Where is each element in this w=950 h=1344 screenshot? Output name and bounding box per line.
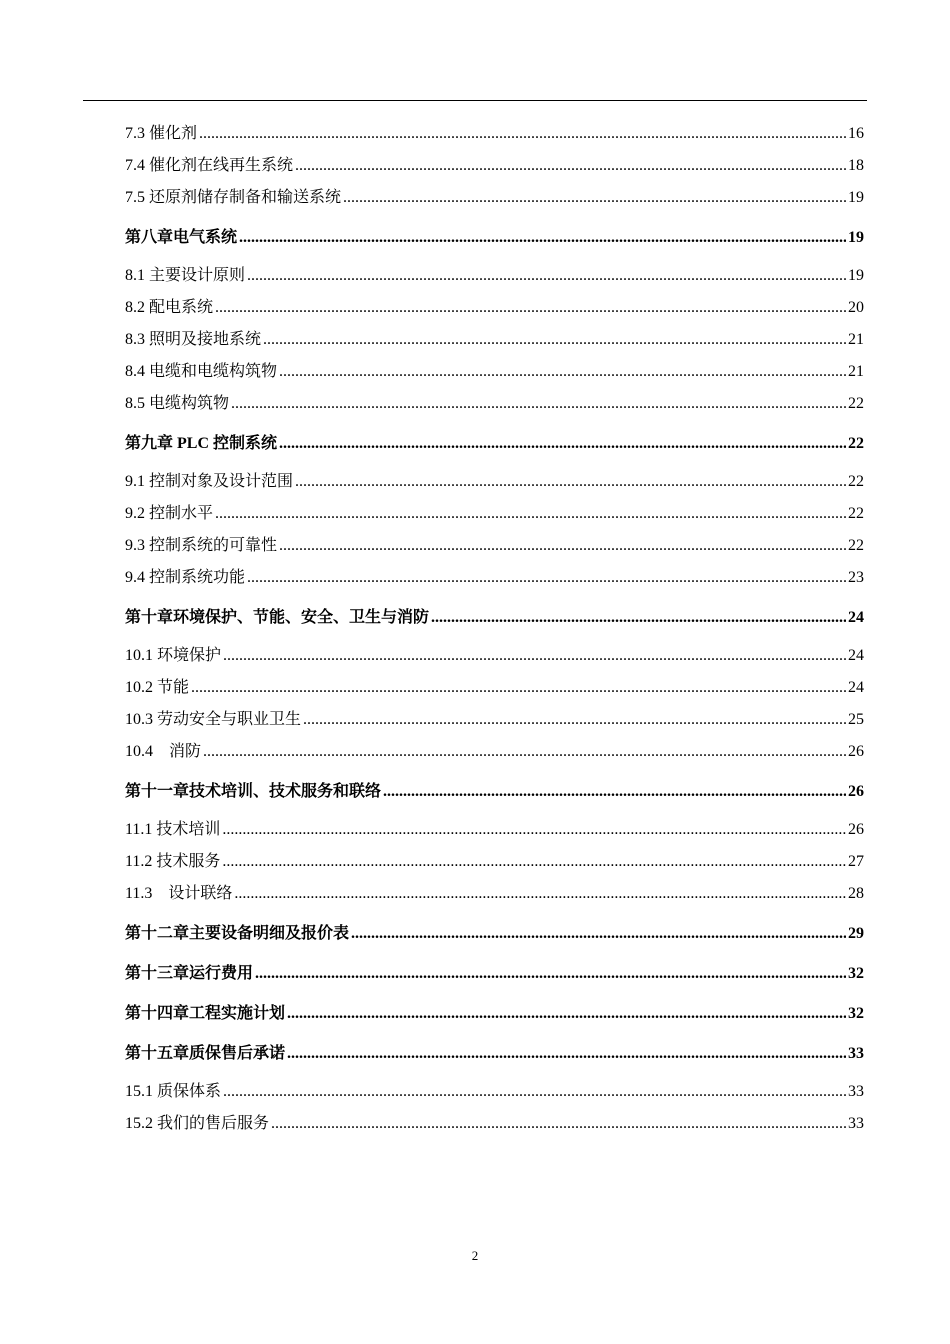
toc-entry-page: 23 xyxy=(848,569,864,586)
toc-entry-page: 22 xyxy=(848,505,864,522)
toc-entry-label: 第十章环境保护、节能、安全、卫生与消防 xyxy=(125,609,430,626)
toc-section-entry[interactable] xyxy=(125,182,864,214)
toc-entry-label: 10.2 节能 xyxy=(125,679,190,696)
toc-entry-label: 10.3 劳动安全与职业卫生 xyxy=(125,711,302,728)
toc-section-entry[interactable] xyxy=(125,118,864,150)
toc-entry-page: 24 xyxy=(848,647,864,664)
toc-section-entry[interactable] xyxy=(125,814,864,846)
toc-dot-leader xyxy=(222,814,846,846)
toc-dot-leader xyxy=(303,704,846,736)
toc-chapter-entry[interactable] xyxy=(125,918,864,950)
toc-chapter-entry[interactable] xyxy=(125,602,864,634)
toc-entry-page: 19 xyxy=(848,189,864,206)
toc-chapter-entry[interactable] xyxy=(125,998,864,1030)
toc-section-entry[interactable] xyxy=(125,530,864,562)
toc-dot-leader xyxy=(215,498,846,530)
toc-entry-label: 第十二章主要设备明细及报价表 xyxy=(125,925,350,942)
toc-entry-label: 8.5 电缆构筑物 xyxy=(125,395,230,412)
toc-chapter-entry[interactable] xyxy=(125,222,864,254)
toc-dot-leader xyxy=(231,388,846,420)
toc-section-entry[interactable] xyxy=(125,324,864,356)
toc-section-entry[interactable] xyxy=(125,1076,864,1108)
toc-section-entry[interactable] xyxy=(125,388,864,420)
toc-dot-leader xyxy=(271,1108,846,1140)
toc-entry-page: 33 xyxy=(848,1045,864,1062)
toc-dot-leader xyxy=(279,530,846,562)
toc-chapter-entry[interactable] xyxy=(125,776,864,808)
toc-entry-page: 19 xyxy=(848,229,864,246)
toc-section-entry[interactable] xyxy=(125,466,864,498)
toc-entry-label: 9.3 控制系统的可靠性 xyxy=(125,537,278,554)
toc-entry-page: 33 xyxy=(848,1115,864,1132)
toc-dot-leader xyxy=(222,846,846,878)
toc-chapter-entry[interactable] xyxy=(125,428,864,460)
toc-entry-label: 10.1 环境保护 xyxy=(125,647,222,664)
toc-dot-leader xyxy=(239,222,846,254)
toc-entry-label: 15.1 质保体系 xyxy=(125,1083,222,1100)
toc-dot-leader xyxy=(203,736,846,768)
toc-section-entry[interactable] xyxy=(125,292,864,324)
table-of-contents xyxy=(125,118,864,1140)
toc-entry-label: 8.4 电缆和电缆构筑物 xyxy=(125,363,278,380)
toc-entry-label: 7.4 催化剂在线再生系统 xyxy=(125,157,294,174)
toc-dot-leader xyxy=(223,640,846,672)
toc-dot-leader xyxy=(215,292,846,324)
toc-entry-label: 11.2 技术服务 xyxy=(125,853,221,870)
toc-dot-leader xyxy=(295,150,846,182)
toc-dot-leader xyxy=(191,672,846,704)
toc-entry-page: 32 xyxy=(848,1005,864,1022)
toc-entry-label: 7.5 还原剂储存制备和输送系统 xyxy=(125,189,342,206)
toc-entry-page: 20 xyxy=(848,299,864,316)
toc-entry-page: 26 xyxy=(848,783,864,800)
toc-entry-page: 22 xyxy=(848,395,864,412)
toc-entry-page: 26 xyxy=(848,743,864,760)
toc-dot-leader xyxy=(247,260,846,292)
toc-entry-page: 16 xyxy=(848,125,864,142)
toc-entry-label: 第十四章工程实施计划 xyxy=(125,1005,286,1022)
toc-dot-leader xyxy=(279,428,846,460)
toc-entry-page: 25 xyxy=(848,711,864,728)
toc-entry-page: 33 xyxy=(848,1083,864,1100)
toc-entry-label: 8.1 主要设计原则 xyxy=(125,267,246,284)
toc-chapter-entry[interactable] xyxy=(125,958,864,990)
toc-chapter-entry[interactable] xyxy=(125,1038,864,1070)
toc-section-entry[interactable] xyxy=(125,1108,864,1140)
toc-entry-label: 第八章电气系统 xyxy=(125,229,238,246)
toc-entry-label: 9.1 控制对象及设计范围 xyxy=(125,473,294,490)
toc-entry-label: 9.4 控制系统功能 xyxy=(125,569,246,586)
toc-entry-page: 24 xyxy=(848,609,864,626)
toc-dot-leader xyxy=(234,878,846,910)
page-number: 2 xyxy=(471,1248,479,1263)
toc-entry-page: 21 xyxy=(848,363,864,380)
toc-entry-page: 26 xyxy=(848,821,864,838)
toc-entry-page: 28 xyxy=(848,885,864,902)
toc-entry-label: 10.4 消防 xyxy=(125,743,202,760)
header-rule xyxy=(83,100,867,101)
toc-section-entry[interactable] xyxy=(125,150,864,182)
toc-section-entry[interactable] xyxy=(125,672,864,704)
toc-entry-label: 9.2 控制水平 xyxy=(125,505,214,522)
toc-entry-page: 22 xyxy=(848,473,864,490)
toc-entry-page: 32 xyxy=(848,965,864,982)
toc-entry-page: 24 xyxy=(848,679,864,696)
toc-entry-label: 15.2 我们的售后服务 xyxy=(125,1115,270,1132)
toc-section-entry[interactable] xyxy=(125,704,864,736)
toc-entry-page: 19 xyxy=(848,267,864,284)
toc-entry-label: 11.1 技术培训 xyxy=(125,821,221,838)
toc-dot-leader xyxy=(223,1076,846,1108)
toc-dot-leader xyxy=(287,998,846,1030)
toc-section-entry[interactable] xyxy=(125,736,864,768)
toc-entry-label: 7.3 催化剂 xyxy=(125,125,198,142)
toc-dot-leader xyxy=(383,776,846,808)
toc-entry-label: 11.3 设计联络 xyxy=(125,885,233,902)
toc-entry-page: 21 xyxy=(848,331,864,348)
toc-dot-leader xyxy=(199,118,846,150)
toc-entry-page: 22 xyxy=(848,435,864,452)
toc-dot-leader xyxy=(351,918,846,950)
toc-section-entry[interactable] xyxy=(125,356,864,388)
toc-dot-leader xyxy=(279,356,846,388)
toc-entry-label: 第十三章运行费用 xyxy=(125,965,254,982)
toc-entry-page: 27 xyxy=(848,853,864,870)
toc-entry-label: 8.3 照明及接地系统 xyxy=(125,331,262,348)
toc-entry-label: 第十五章质保售后承诺 xyxy=(125,1045,286,1062)
toc-dot-leader xyxy=(295,466,846,498)
toc-section-entry[interactable] xyxy=(125,878,864,910)
toc-section-entry[interactable] xyxy=(125,498,864,530)
toc-dot-leader xyxy=(287,1038,846,1070)
toc-section-entry[interactable] xyxy=(125,640,864,672)
toc-entry-label: 第九章 PLC 控制系统 xyxy=(125,435,278,452)
toc-section-entry[interactable] xyxy=(125,260,864,292)
toc-entry-label: 8.2 配电系统 xyxy=(125,299,214,316)
toc-entry-page: 22 xyxy=(848,537,864,554)
toc-dot-leader xyxy=(431,602,846,634)
toc-entry-page: 29 xyxy=(848,925,864,942)
toc-section-entry[interactable] xyxy=(125,846,864,878)
toc-entry-page: 18 xyxy=(848,157,864,174)
toc-dot-leader xyxy=(247,562,846,594)
toc-section-entry[interactable] xyxy=(125,562,864,594)
toc-dot-leader xyxy=(343,182,846,214)
toc-dot-leader xyxy=(255,958,846,990)
toc-dot-leader xyxy=(263,324,846,356)
toc-entry-label: 第十一章技术培训、技术服务和联络 xyxy=(125,783,382,800)
